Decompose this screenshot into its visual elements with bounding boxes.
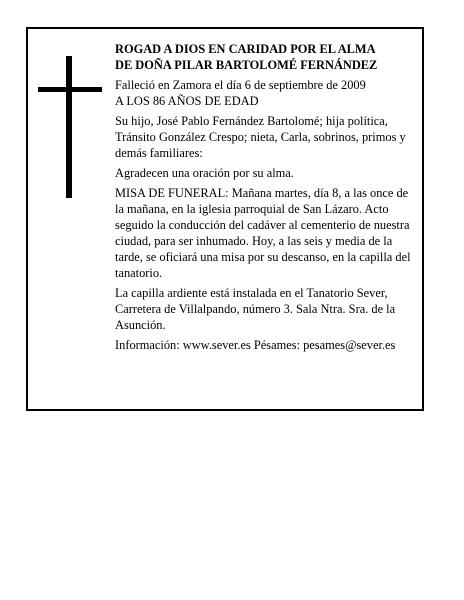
cross-vertical-bar	[66, 56, 72, 198]
age-info: A LOS 86 AÑOS DE EDAD	[115, 94, 259, 108]
cross-icon	[38, 56, 102, 198]
cross-horizontal-bar	[38, 87, 102, 92]
family-paragraph: Su hijo, José Pablo Fernández Bartolomé; hija política, Tránsito González Crespo; nieta, Carla, sobrinos, primos y demás familiares:	[115, 114, 406, 160]
chapel-paragraph: La capilla ardiente está instalada en el Tanatorio Sever, Carretera de Villalpando, número 3. Sala Ntra. Sra. de la Asunción.	[115, 286, 396, 332]
notice-heading-line-1: ROGAD A DIOS EN CARIDAD POR EL ALMA	[115, 42, 376, 56]
contact-paragraph: Información: www.sever.es Pésames: pesames@sever.es	[115, 338, 396, 352]
funeral-paragraph: MISA DE FUNERAL: Mañana martes, día 8, a las once de la mañana, en la iglesia parroquial de San Lázaro. Acto seguido la conducción del cadáver al cementerio de nuestra ciudad, para ser inhumado. Hoy, a las seis y media de la tarde, se oficiará una misa por su descanso, en la capilla del tanatorio.	[115, 186, 411, 280]
thanks-paragraph: Agradecen una oración por su alma.	[115, 166, 294, 180]
notice-heading-line-2: DE DOÑA PILAR BARTOLOMÉ FERNÁNDEZ	[115, 58, 378, 72]
obituary-notice	[26, 27, 424, 411]
notice-text	[115, 41, 420, 353]
death-info: Falleció en Zamora el día 6 de septiembre de 2009	[115, 78, 366, 92]
